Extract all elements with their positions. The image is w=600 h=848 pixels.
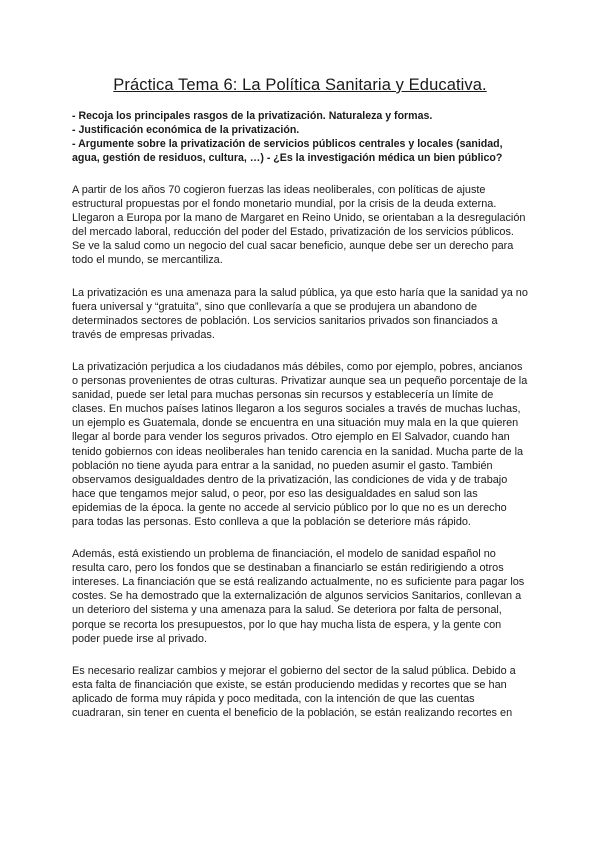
question-list bbox=[72, 109, 528, 165]
body-paragraph: A partir de los años 70 cogieron fuerzas las ideas neoliberales, con políticas de ajuste estructural propuestas por el fondo monetario mundial, por la crisis de la deuda externa. Llegaron a Europa por la mano de Margaret en Reino Unido, se orientaban a la desregulación del mercado laboral, reducción del poder del Estado, privatización de los servicios públicos. Se ve la salud como un negocio del cual sacar beneficio, aunque debe ser un derecho para todo el mundo, se mercantiliza. bbox=[72, 184, 526, 267]
body-paragraph: Es necesario realizar cambios y mejorar el gobierno del sector de la salud pública. Debido a esta falta de financiación que existe, se están produciendo medidas y recortes que se han aplicado de forma muy rápida y poco meditada, con la intención de que las cuentas cuadraran, sin tener en cuenta el beneficio de la población, se están realizando recortes en bbox=[72, 664, 516, 719]
question-item: - Justificación económica de la privatización. bbox=[72, 124, 300, 136]
body-paragraph: Además, está existiendo un problema de financiación, el modelo de sanidad español no resulta caro, pero los fondos que se destinaban a financiarlo se están redirigiendo a otros intereses. La financiación que se está realizando actualmente, no es suficiente para pagar los costes. Se ha demostrado que la externalización de algunos servicios Sanitarios, conllevan a un deterioro del sistema y una amenaza para la salud. Se deteriora por falta de personal, porque se recorta los presupuestos, por lo que hay mucha lista de espera, y la gente con poder puede irse al privado. bbox=[72, 548, 525, 645]
page-title: Práctica Tema 6: La Política Sanitaria y Educativa. bbox=[113, 76, 487, 94]
body-paragraph: La privatización perjudica a los ciudadanos más débiles, como por ejemplo, pobres, ancianos o personas provenientes de otras culturas. Privatizar aunque sea un pequeño porcentaje de la sanidad, puede ser letal para muchas personas sin recursos y establecería un límite de clases. En muchos países latinos llegaron a los seguros sociales a través de muchas luchas, un ejemplo es Guatemala, donde se encuentra en una situación muy mala en la que quieren llegar al borde para vender los seguros privados. Otro ejemplo en El Salvador, cuando han tenido gobiernos con ideas neoliberales han tenido carencia en la sanidad. Mucha parte de la población no tiene ayuda para entrar a la sanidad, no pueden asumir el gasto. También observamos desigualdades dentro de la privatización, las condiciones de vida y de trabajo hace que tengamos mejor salud, o peor, por eso las desigualdades en salud son las epidemias de la época. la gente no accede al servicio público por lo que no es un derecho para todas las personas. Esto conlleva a que la población se deteriore más rápido. bbox=[72, 360, 528, 528]
body-paragraph: La privatización es una amenaza para la salud pública, ya que esto haría que la sanidad ya no fuera universal y “gratuita”, sino que conllevaría a que se produjera un abandono de determinados sectores de población. Los servicios sanitarios privados son financiados a través de empresas privadas. bbox=[72, 286, 528, 341]
question-item: - Argumente sobre la privatización de servicios públicos centrales y locales (sanidad, agua, gestión de residuos, cultura, …) - ¿Es la investigación médica un bien público? bbox=[72, 138, 503, 164]
question-item: - Recoja los principales rasgos de la privatización. Naturaleza y formas. bbox=[72, 110, 433, 122]
